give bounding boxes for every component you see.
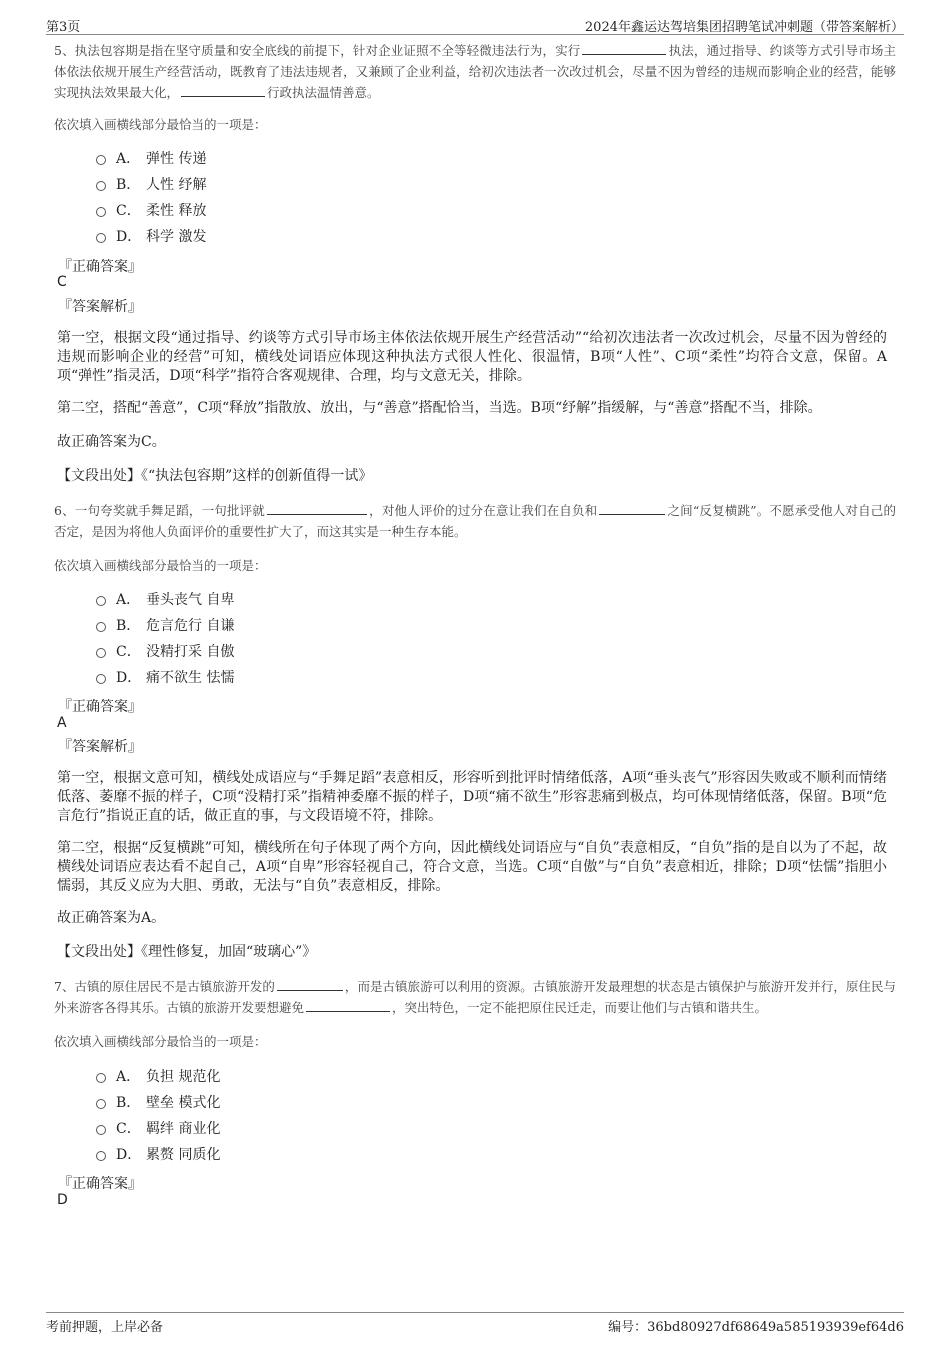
question-5-stem: 5、执法包容期是指在坚守质量和安全底线的前提下，针对企业证照不全等轻微违法行为，实行 执法，通过指导、约谈等方式引导市场主体依法依规开展生产经营活动，既教育了违法违规者，又兼顾了企业利益，给初次违法者一次改过机会，尽量不因为曾经的违规而影响企业的经营，能够实现执法效果最大化， 行政执法温情善意。 — [54, 43, 896, 100]
answer-value: A — [57, 715, 67, 731]
q7-option-a[interactable]: A． 负担 规范化 — [96, 1065, 220, 1087]
analysis-paragraph: 第二空，搭配“善意”，C项“释放”指散放、放出，与“善意”搭配恰当，当选。B项“纾解”指缓解，与“善意”搭配不当，排除。 — [57, 400, 822, 416]
analysis-label: 『答案解析』 — [58, 299, 142, 315]
document-title: 2024年鑫运达驾培集团招聘笔试冲刺题（带答案解析） — [584, 20, 904, 35]
blank-line — [306, 999, 390, 1012]
radio-icon[interactable] — [96, 674, 106, 684]
q5-option-d[interactable]: D． 科学 激发 — [96, 225, 206, 247]
answer-label: 『正确答案』 — [58, 1176, 142, 1192]
blank-line — [181, 84, 265, 97]
radio-icon[interactable] — [96, 622, 106, 632]
radio-icon[interactable] — [96, 1151, 106, 1161]
q5-option-b[interactable]: B． 人性 纾解 — [96, 173, 206, 195]
footer-slogan: 考前押题，上岸必备 — [46, 1320, 164, 1335]
analysis-paragraph: 第二空，根据“反复横跳”可知，横线所在句子体现了两个方向，因此横线处词语应与“自负”表意相反，“自负”指的是自以为了不起，故横线处词语应表达看不起自己，A项“自卑”形容轻视自己，符合文意，当选。C项“自傲”与“自负”表意相近，排除；D项“怯懦”指胆小懦弱，其反义应为大胆、勇敢，无法与“自负”表意相反，排除。 — [57, 840, 887, 894]
page-header — [46, 14, 904, 35]
radio-icon[interactable] — [96, 1073, 106, 1083]
q6-option-d[interactable]: D． 痛不欲生 怯懦 — [96, 666, 234, 688]
question-6-stem: 6、一句夸奖就手舞足蹈，一句批评就 ，对他人评价的过分在意让我们在自负和 之间“反复横跳”。不愿承受他人对自己的否定，是因为将他人负面评价的重要性扩大了，而这其实是一种生存本能。 — [54, 503, 896, 539]
page-footer — [46, 1312, 904, 1337]
radio-icon[interactable] — [96, 233, 106, 243]
q7-option-d[interactable]: D． 累赘 同质化 — [96, 1143, 220, 1165]
document-id: 编号：36bd80927df68649a585193939ef64d6 — [608, 1320, 904, 1335]
q6-option-a[interactable]: A． 垂头丧气 自卑 — [96, 588, 234, 610]
radio-icon[interactable] — [96, 181, 106, 191]
radio-icon[interactable] — [96, 1099, 106, 1109]
answer-value: D — [57, 1192, 68, 1208]
blank-line — [277, 978, 343, 991]
q7-option-c[interactable]: C． 羁绊 商业化 — [96, 1117, 220, 1139]
analysis-conclusion: 故正确答案为A。 — [57, 910, 166, 926]
source-citation: 【文段出处】《理性修复，加固“玻璃心”》 — [57, 944, 317, 960]
answer-label: 『正确答案』 — [58, 699, 142, 715]
analysis-conclusion: 故正确答案为C。 — [57, 434, 166, 450]
answer-label: 『正确答案』 — [58, 259, 142, 275]
q5-option-a[interactable]: A． 弹性 传递 — [96, 147, 206, 169]
source-citation: 【文段出处】《“执法包容期”这样的创新值得一试》 — [57, 468, 373, 484]
radio-icon[interactable] — [96, 155, 106, 165]
q6-option-c[interactable]: C． 没精打采 自傲 — [96, 640, 234, 662]
question-5-prompt: 依次填入画横线部分最恰当的一项是： — [54, 117, 267, 132]
blank-line — [267, 502, 367, 515]
analysis-paragraph: 第一空，根据文段“通过指导、约谈等方式引导市场主体依法依规开展生产经营活动”“给初次违法者一次改过机会，尽量不因为曾经的违规而影响企业的经营”可知，横线处词语应体现这种执法方式很人性化、很温情，B项“人性”、C项“柔性”均符合文意，保留。A项“弹性”指灵活，D项“科学”指符合客观规律、合理，均与文意无关，排除。 — [57, 330, 887, 384]
radio-icon[interactable] — [96, 648, 106, 658]
analysis-label: 『答案解析』 — [58, 739, 142, 755]
page-number: 第3页 — [46, 20, 81, 35]
answer-value: C — [57, 274, 67, 290]
blank-line — [599, 502, 665, 515]
radio-icon[interactable] — [96, 207, 106, 217]
question-6-prompt: 依次填入画横线部分最恰当的一项是： — [54, 558, 267, 573]
q5-option-c[interactable]: C． 柔性 释放 — [96, 199, 206, 221]
q6-option-b[interactable]: B． 危言危行 自谦 — [96, 614, 234, 636]
blank-line — [582, 42, 666, 55]
analysis-paragraph: 第一空，根据文意可知，横线处成语应与“手舞足蹈”表意相反，形容听到批评时情绪低落，A项“垂头丧气”形容因失败或不顺利而情绪低落、萎靡不振的样子，C项“没精打采”指精神委靡不振的样子，D项“痛不欲生”形容悲痛到极点，均可体现情绪低落，保留。B项“危言危行”指说正直的话，做正直的事，与文段语境不符，排除。 — [57, 770, 887, 824]
radio-icon[interactable] — [96, 596, 106, 606]
question-7-prompt: 依次填入画横线部分最恰当的一项是： — [54, 1034, 267, 1049]
radio-icon[interactable] — [96, 1125, 106, 1135]
q7-option-b[interactable]: B． 壁垒 模式化 — [96, 1091, 220, 1113]
question-7-stem: 7、古镇的原住居民不是古镇旅游开发的 ，而是古镇旅游可以利用的资源。古镇旅游开发最理想的状态是古镇保护与旅游开发并行，原住民与外来游客各得其乐。古镇的旅游开发要想避免 ，突出特色，一定不能把原住民迁走，而要让他们与古镇和谐共生。 — [54, 979, 896, 1015]
